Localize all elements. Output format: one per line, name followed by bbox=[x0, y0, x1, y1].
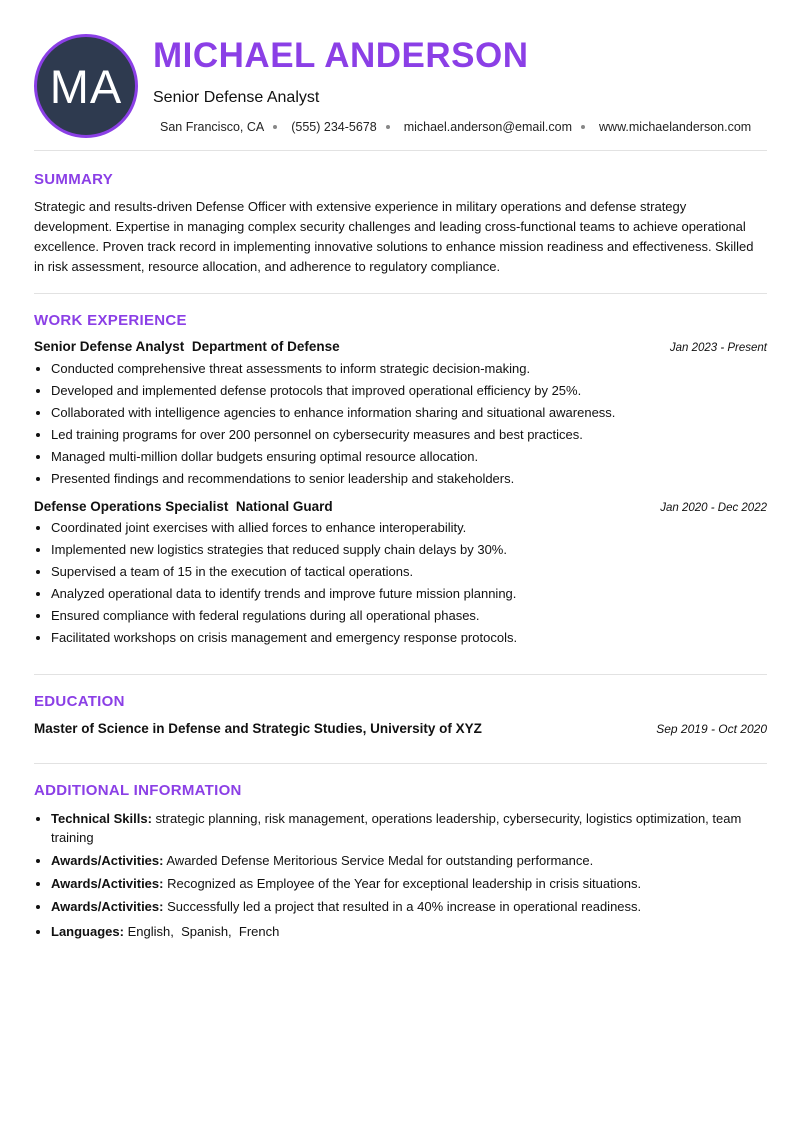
job-organization: Department of Defense bbox=[191, 339, 340, 354]
list-item bbox=[51, 922, 767, 941]
resume-header bbox=[34, 0, 767, 150]
list-item: • Facilitated workshops on crisis management and emergency response protocols. bbox=[51, 627, 767, 649]
list-item: • Presented findings and recommendations to senior leadership and stakeholders. bbox=[51, 468, 767, 490]
list-item bbox=[51, 851, 767, 870]
list-item bbox=[51, 874, 767, 893]
list-item: • Analyzed operational data to identify trends and improve future mission planning. bbox=[51, 583, 767, 605]
education-heading: EDUCATION bbox=[34, 693, 125, 710]
candidate-name: MICHAEL ANDERSON bbox=[153, 36, 529, 75]
list-item bbox=[51, 809, 767, 847]
candidate-title: Senior Defense Analyst bbox=[153, 89, 320, 106]
list-item: • Ensured compliance with federal regulations during all operational phases. bbox=[51, 605, 767, 627]
item-label: Technical Skills: bbox=[51, 811, 152, 826]
summary-section bbox=[34, 151, 767, 293]
education-dates: Sep 2019 - Oct 2020 bbox=[656, 722, 767, 736]
experience-section bbox=[34, 294, 767, 674]
job-bullets bbox=[34, 358, 767, 490]
item-label: Awards/Activities: bbox=[51, 899, 164, 914]
item-label: Awards/Activities: bbox=[51, 853, 164, 868]
avatar bbox=[34, 34, 138, 138]
item-label: Awards/Activities: bbox=[51, 876, 164, 891]
job-title bbox=[34, 339, 340, 354]
separator-dot-icon bbox=[386, 125, 390, 129]
list-item: • Led training programs for over 200 personnel on cybersecurity measures and best practices. bbox=[51, 424, 767, 446]
job-dates: Jan 2020 - Dec 2022 bbox=[660, 502, 767, 514]
education-entry bbox=[34, 721, 767, 736]
contact-phone: (555) 234-5678 bbox=[291, 120, 377, 134]
item-text: Awarded Defense Meritorious Service Medal for outstanding performance. bbox=[166, 853, 594, 868]
job-role: Senior Defense Analyst bbox=[34, 339, 185, 354]
summary-text: Strategic and results-driven Defense Officer with extensive experience in military operations and defense strategy development. Expertise in managing complex security challenges and leading cross-functional teams to achieve operational excellence. Proven track record in implementing innovative solutions to enhance mission readiness and effectiveness. Skilled in risk assessment, resource allocation, and adherence to regulatory compliance. bbox=[34, 199, 754, 274]
resume-page bbox=[34, 0, 767, 945]
list-item: • Conducted comprehensive threat assessments to inform strategic decision-making. bbox=[51, 358, 767, 380]
list-item: • Coordinated joint exercises with allied forces to enhance interoperability. bbox=[51, 517, 767, 539]
additional-list bbox=[34, 809, 767, 941]
separator-dot-icon bbox=[581, 125, 585, 129]
job-organization: National Guard bbox=[235, 499, 333, 514]
contact-email[interactable]: michael.anderson@email.com bbox=[403, 120, 573, 134]
item-text: Recognized as Employee of the Year for exceptional leadership in crisis situations. bbox=[167, 876, 642, 891]
item-label: Languages: bbox=[51, 924, 124, 939]
contact-location: San Francisco, CA bbox=[160, 120, 265, 134]
education-section bbox=[34, 675, 767, 763]
list-item: • Implemented new logistics strategies that reduced supply chain delays by 30%. bbox=[51, 539, 767, 561]
contact-website[interactable]: www.michaelanderson.com bbox=[599, 120, 752, 134]
education-degree: Master of Science in Defense and Strategic Studies, University of XYZ bbox=[34, 721, 482, 736]
list-item: • Supervised a team of 15 in the execution of tactical operations. bbox=[51, 561, 767, 583]
list-item: • Managed multi-million dollar budgets ensuring optimal resource allocation. bbox=[51, 446, 767, 468]
summary-heading: SUMMARY bbox=[34, 171, 114, 188]
job-header bbox=[34, 499, 767, 514]
job-dates: Jan 2023 - Present bbox=[669, 342, 767, 354]
avatar-initials: MA bbox=[49, 59, 123, 113]
job-header bbox=[34, 339, 767, 354]
job-title bbox=[34, 499, 333, 514]
job-entry bbox=[34, 499, 767, 649]
item-text: English, Spanish, French bbox=[127, 924, 280, 939]
additional-section bbox=[34, 764, 767, 941]
item-text: strategic planning, risk management, operations leadership, cybersecurity, logistics optimization, team training bbox=[51, 811, 742, 845]
job-role: Defense Operations Specialist bbox=[34, 499, 229, 514]
experience-heading: WORK EXPERIENCE bbox=[34, 312, 187, 329]
job-bullets bbox=[34, 517, 767, 649]
contact-line bbox=[160, 120, 751, 134]
list-item: • Developed and implemented defense protocols that improved operational efficiency by 25%. bbox=[51, 380, 767, 402]
separator-dot-icon bbox=[273, 125, 277, 129]
job-entry bbox=[34, 339, 767, 490]
item-text: Successfully led a project that resulted in a 40% increase in operational readiness. bbox=[167, 899, 642, 914]
list-item bbox=[51, 897, 767, 916]
list-item: • Collaborated with intelligence agencies to enhance information sharing and situational awareness. bbox=[51, 402, 767, 424]
additional-heading: ADDITIONAL INFORMATION bbox=[34, 782, 242, 799]
